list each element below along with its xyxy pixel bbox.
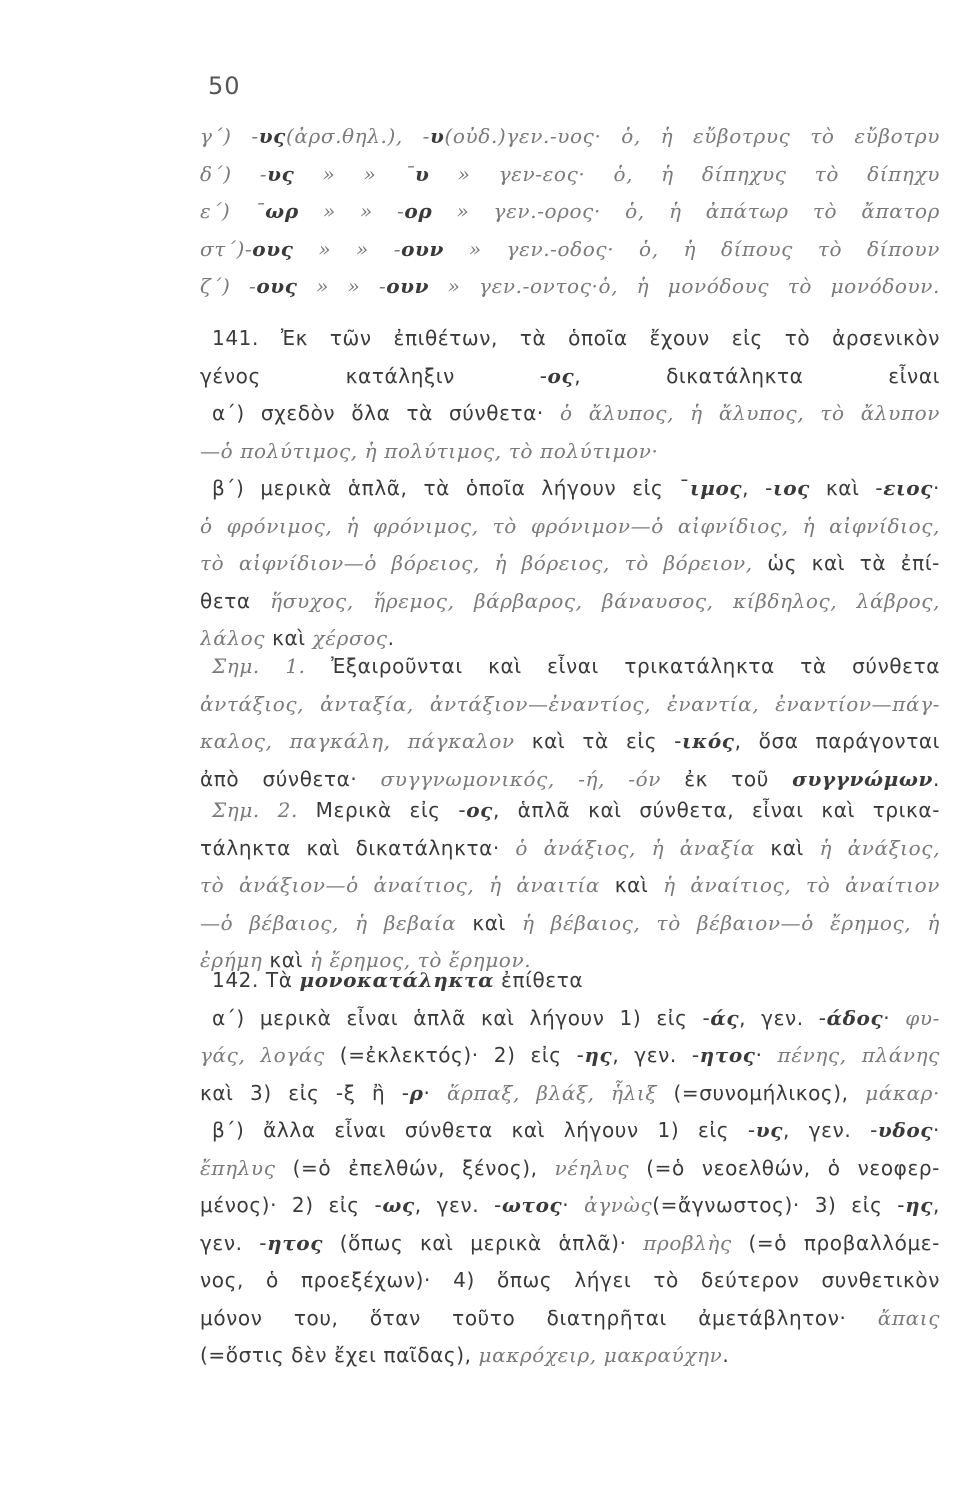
body-text: , ὅσα παράγονται (734, 729, 940, 753)
body-text: » γεν.-οντος·ὁ, ἡ μονόδους τὸ μονόδουν. (429, 274, 940, 298)
example-text: μακρόχειρ, μακραύχην (478, 1343, 723, 1367)
example-text: ἔπηλυς (200, 1155, 276, 1180)
body-text: καὶ (262, 948, 310, 972)
body-text: ὡς καὶ τὰ ἐπί- (752, 551, 940, 575)
section-141 (200, 320, 940, 658)
example-text: χέρσος (312, 626, 388, 650)
ending-text: άδος (826, 1005, 884, 1030)
ending-text: ητος (267, 1230, 324, 1255)
ending-text: υ (430, 124, 445, 148)
body-text: μένος)· 2) εἰς - (200, 1193, 383, 1217)
ending-text: υς (258, 124, 286, 148)
body-text: μόνον του, ὅταν τοῦτο διατηρῆται ἀμετάβλητον· (200, 1305, 878, 1330)
section-142-line (200, 1262, 940, 1300)
ending-text: ορ (404, 199, 433, 223)
declension-table (200, 118, 940, 306)
example-text: ἀντάξιος, ἀνταξία, ἀντάξιον—ἐναντίος, ἐναντία, ἐναντίον—πάγ- (200, 691, 940, 716)
example-text: ἡ ἀναίτιος, τὸ ἀναίτιον (663, 873, 940, 897)
example-text: νέηλυς (554, 1155, 630, 1180)
body-text: β΄) μερικὰ ἁπλᾶ, τὰ ὁποῖα λήγουν εἰς ¯ (212, 476, 690, 500)
body-text: , (933, 1193, 940, 1217)
ending-text: άς (710, 1005, 740, 1030)
example-text: —ὁ βέβαιος, ἡ βεβαία (200, 910, 457, 935)
body-text: ζ΄) - (200, 274, 257, 298)
body-text: ἐκ τοῦ (660, 766, 793, 791)
note-1-line (200, 648, 940, 686)
ending-text: συγγνώμων (792, 766, 934, 791)
table-lines-line (200, 193, 940, 231)
section-141-line (200, 583, 940, 621)
section-141-line (200, 395, 940, 433)
body-text: τάληκτα καὶ δικατάληκτα· (200, 835, 516, 860)
section-141-line (200, 433, 940, 471)
section-142-line (200, 1337, 940, 1375)
ending-text: ιμος (689, 476, 743, 500)
body-text: » γεν-εος· ὁ, ἡ δίπηχυς τὸ δίπηχυ (429, 161, 940, 186)
body-text: » » - (297, 274, 387, 298)
note-2 (200, 792, 940, 980)
ending-text: ωτος (501, 1193, 563, 1217)
body-text: 141. Ἐκ τῶν ἐπιθέτων, τὰ ὁποῖα ἔχουν εἰς τὸ ἀρσενικὸν (212, 326, 940, 350)
ending-text: υς (755, 1118, 783, 1142)
note-2-line (200, 905, 940, 943)
body-text: · (933, 476, 940, 500)
body-text: Μερικὰ εἰς - (297, 798, 467, 822)
section-142-line (200, 1225, 940, 1263)
ending-text: ειος (883, 476, 934, 500)
example-text: τὸ ἀνάξιον—ὁ ἀναίτιος, ἡ ἀναιτία (200, 873, 601, 897)
body-text: » γεν.-ορος· ὁ, ἡ ἀπάτωρ τὸ ἄπατορ (432, 199, 940, 223)
body-text: α΄) σχεδὸν ὅλα τὰ σύνθετα· (212, 401, 561, 425)
note-2-line (200, 830, 940, 868)
section-141-line (200, 358, 940, 396)
example-text: ἅρπαξ, βλάξ, ἧλιξ (447, 1080, 657, 1105)
example-text: —ὁ πολύτιμος, ἡ πολύτιμος, τὸ πολύτιμον· (200, 438, 659, 463)
body-text: γένος κατάληξιν - (200, 363, 548, 388)
ending-text: ουν (386, 274, 430, 298)
example-text: τὸ αἰφνίδιον—ὁ βόρειος, ἡ βόρειος, τὸ βόρειον, (200, 551, 753, 575)
body-text: (=ὁ ἐπελθών, ξένος), (275, 1155, 555, 1180)
body-text: στ΄)- (200, 236, 253, 261)
body-text: . (387, 626, 395, 650)
ending-text: ος (466, 798, 493, 822)
section-142-line (200, 1150, 940, 1188)
example-text: μάκαρ· (865, 1080, 940, 1105)
ending-text: ους (256, 274, 298, 298)
example-text: πένης, πλάνης (777, 1043, 940, 1067)
body-text: , ἁπλᾶ καὶ σύνθετα, εἶναι καὶ τρικα- (492, 798, 940, 822)
section-142-line (200, 1037, 940, 1075)
body-text: · (933, 1118, 940, 1142)
example-text: ἡ ἔρημος, τὸ ἔρημον. (309, 948, 532, 972)
body-text: (=ἐκλεκτός)· 2) εἰς - (324, 1043, 585, 1067)
body-text: (ὅπως καὶ μερικὰ ἁπλᾶ)· (323, 1230, 644, 1255)
ending-text: ωρ (265, 199, 299, 223)
note-1-line (200, 723, 940, 761)
ending-text: ικός (681, 729, 735, 753)
section-142-line (200, 1300, 940, 1338)
example-text: Σημ. 1. (212, 654, 306, 678)
section-142-line (200, 1075, 940, 1113)
body-text: , γεν. - (414, 1193, 502, 1217)
body-text: (=ὁ προβαλλόμε- (731, 1230, 940, 1255)
ending-text: υς (267, 161, 295, 186)
body-text: καὶ τὰ εἰς - (514, 729, 682, 753)
example-text: Σημ. 2. (212, 798, 298, 822)
body-text: , γεν. - (612, 1043, 700, 1067)
body-text: γ΄) - (200, 124, 259, 148)
section-141-line (200, 320, 940, 358)
ending-text: ως (382, 1193, 415, 1217)
page-number: 50 (208, 72, 241, 100)
body-text: καὶ - (809, 476, 884, 500)
body-text: (=ἄγνωστος)· 3) εἰς - (652, 1193, 906, 1217)
body-text: (ἀρσ.θηλ.), - (285, 124, 431, 148)
example-text: γάς, λογάς (200, 1043, 325, 1067)
body-text: δ΄) - (200, 161, 268, 186)
example-text: καλος, παγκάλη, πάγκαλον (200, 729, 515, 753)
note-1 (200, 648, 940, 798)
ending-text: ης (905, 1193, 934, 1217)
ending-text: ητος (699, 1043, 756, 1067)
body-text: β΄) ἄλλα εἶναι σύνθετα καὶ λήγουν 1) εἰς - (212, 1118, 756, 1142)
body-text: . (722, 1343, 730, 1367)
section-141-line (200, 508, 940, 546)
ending-text: μονοκατάληκτα (299, 968, 495, 992)
example-text: φυ- (905, 1005, 940, 1030)
section-142-line (200, 1187, 940, 1225)
body-text: (=ὁ νεοελθών, ὁ νεοφερ- (629, 1155, 940, 1180)
body-text: , γεν. - (783, 1118, 878, 1142)
section-142-line (200, 1112, 940, 1150)
body-text: » » ¯ (294, 161, 416, 186)
body-text: (=ὅστις δὲν ἔχει παῖδας), (200, 1343, 479, 1367)
body-text: καὶ (265, 626, 313, 650)
table-lines-line (200, 268, 940, 306)
example-text: ἄπαις (877, 1305, 940, 1330)
body-text: καὶ (600, 873, 664, 897)
body-text: · (755, 1043, 778, 1067)
body-text: ε΄) ¯ (200, 199, 266, 223)
body-text: καὶ 3) εἰς -ξ ἢ - (200, 1080, 410, 1105)
ending-text: ρ (409, 1080, 424, 1105)
example-text: ὁ ἄλυπος, ἡ ἄλυπος, τὸ ἄλυπον (560, 401, 940, 425)
ending-text: ιος (772, 476, 810, 500)
example-text: ὁ ἀνάξιος, ἡ ἀναξία (515, 835, 755, 860)
body-text: » » - (298, 199, 405, 223)
body-text: καὶ (754, 835, 820, 860)
example-text: συγγνωμονικός, -ή, -όν (380, 766, 661, 791)
body-text: . (933, 766, 940, 791)
section-142 (200, 962, 940, 1375)
body-text: Ἐξαιροῦνται καὶ εἶναι τρικατάληκτα τὰ σύνθετα (305, 654, 940, 678)
body-text: νος, ὁ προεξέχων)· 4) ὅπως λήγει τὸ δεύτερον συνθετικὸν (200, 1268, 940, 1292)
example-text: προβλὴς (643, 1230, 732, 1255)
body-text: (οὐδ.)γεν.-υος· ὁ, ἡ εὔβοτρυς τὸ εὔβοτρυ (444, 124, 940, 148)
section-141-line (200, 470, 940, 508)
example-text: ἀγνὼς (584, 1193, 653, 1217)
body-text: , δικατάληκτα εἶναι (574, 363, 940, 388)
ending-text: ουν (401, 236, 444, 261)
ending-text: ης (584, 1043, 613, 1067)
example-text: ὁ φρόνιμος, ἡ φρόνιμος, τὸ φρόνιμον—ὁ αἰφνίδιος, ἡ αἰφνίδιος, (200, 513, 940, 538)
body-text: · (883, 1005, 906, 1030)
ending-text: ους (252, 236, 294, 261)
ending-text: υ (415, 161, 430, 186)
ending-text: υδος (877, 1118, 934, 1142)
example-text: λάλος (200, 626, 266, 650)
body-text: · (562, 1193, 585, 1217)
ending-text: ος (547, 363, 575, 388)
example-text: ἡ βέβαιος, τὸ βέβαιον—ὁ ἔρημος, ἡ (522, 910, 940, 935)
table-lines-line (200, 231, 940, 269)
body-text: α΄) μερικὰ εἶναι ἁπλᾶ καὶ λήγουν 1) εἰς - (212, 1005, 711, 1030)
section-142-line (200, 1000, 940, 1038)
body-text: 142. Τὰ (212, 968, 300, 992)
body-text: ἀπὸ σύνθετα· (200, 766, 381, 791)
note-1-line (200, 686, 940, 724)
table-lines-line (200, 118, 940, 156)
body-text: γεν. - (200, 1230, 268, 1255)
body-text: » » - (293, 236, 402, 261)
body-text: καὶ (456, 910, 523, 935)
note-2-line (200, 792, 940, 830)
example-text: ἐρήμη (200, 948, 263, 972)
example-text: ἡ ἀνάξιος, (819, 835, 940, 860)
note-2-line (200, 867, 940, 905)
body-text: ἐπίθετα (494, 968, 584, 992)
table-lines-line (200, 156, 940, 194)
body-text: » γεν.-οδος· ὁ, ἡ δίπους τὸ δίπουν (444, 236, 940, 261)
example-text: ἥσυχος, ἥρεμος, βάρβαρος, βάναυσος, κίβδηλος, λάβρος, (270, 588, 940, 613)
body-text: θετα (200, 588, 271, 613)
body-text: · (423, 1080, 448, 1105)
section-141-line (200, 545, 940, 583)
body-text: , γεν. - (739, 1005, 827, 1030)
section-142-line (200, 962, 940, 1000)
body-text: , - (742, 476, 773, 500)
body-text: (=συνομήλικος), (656, 1080, 866, 1105)
